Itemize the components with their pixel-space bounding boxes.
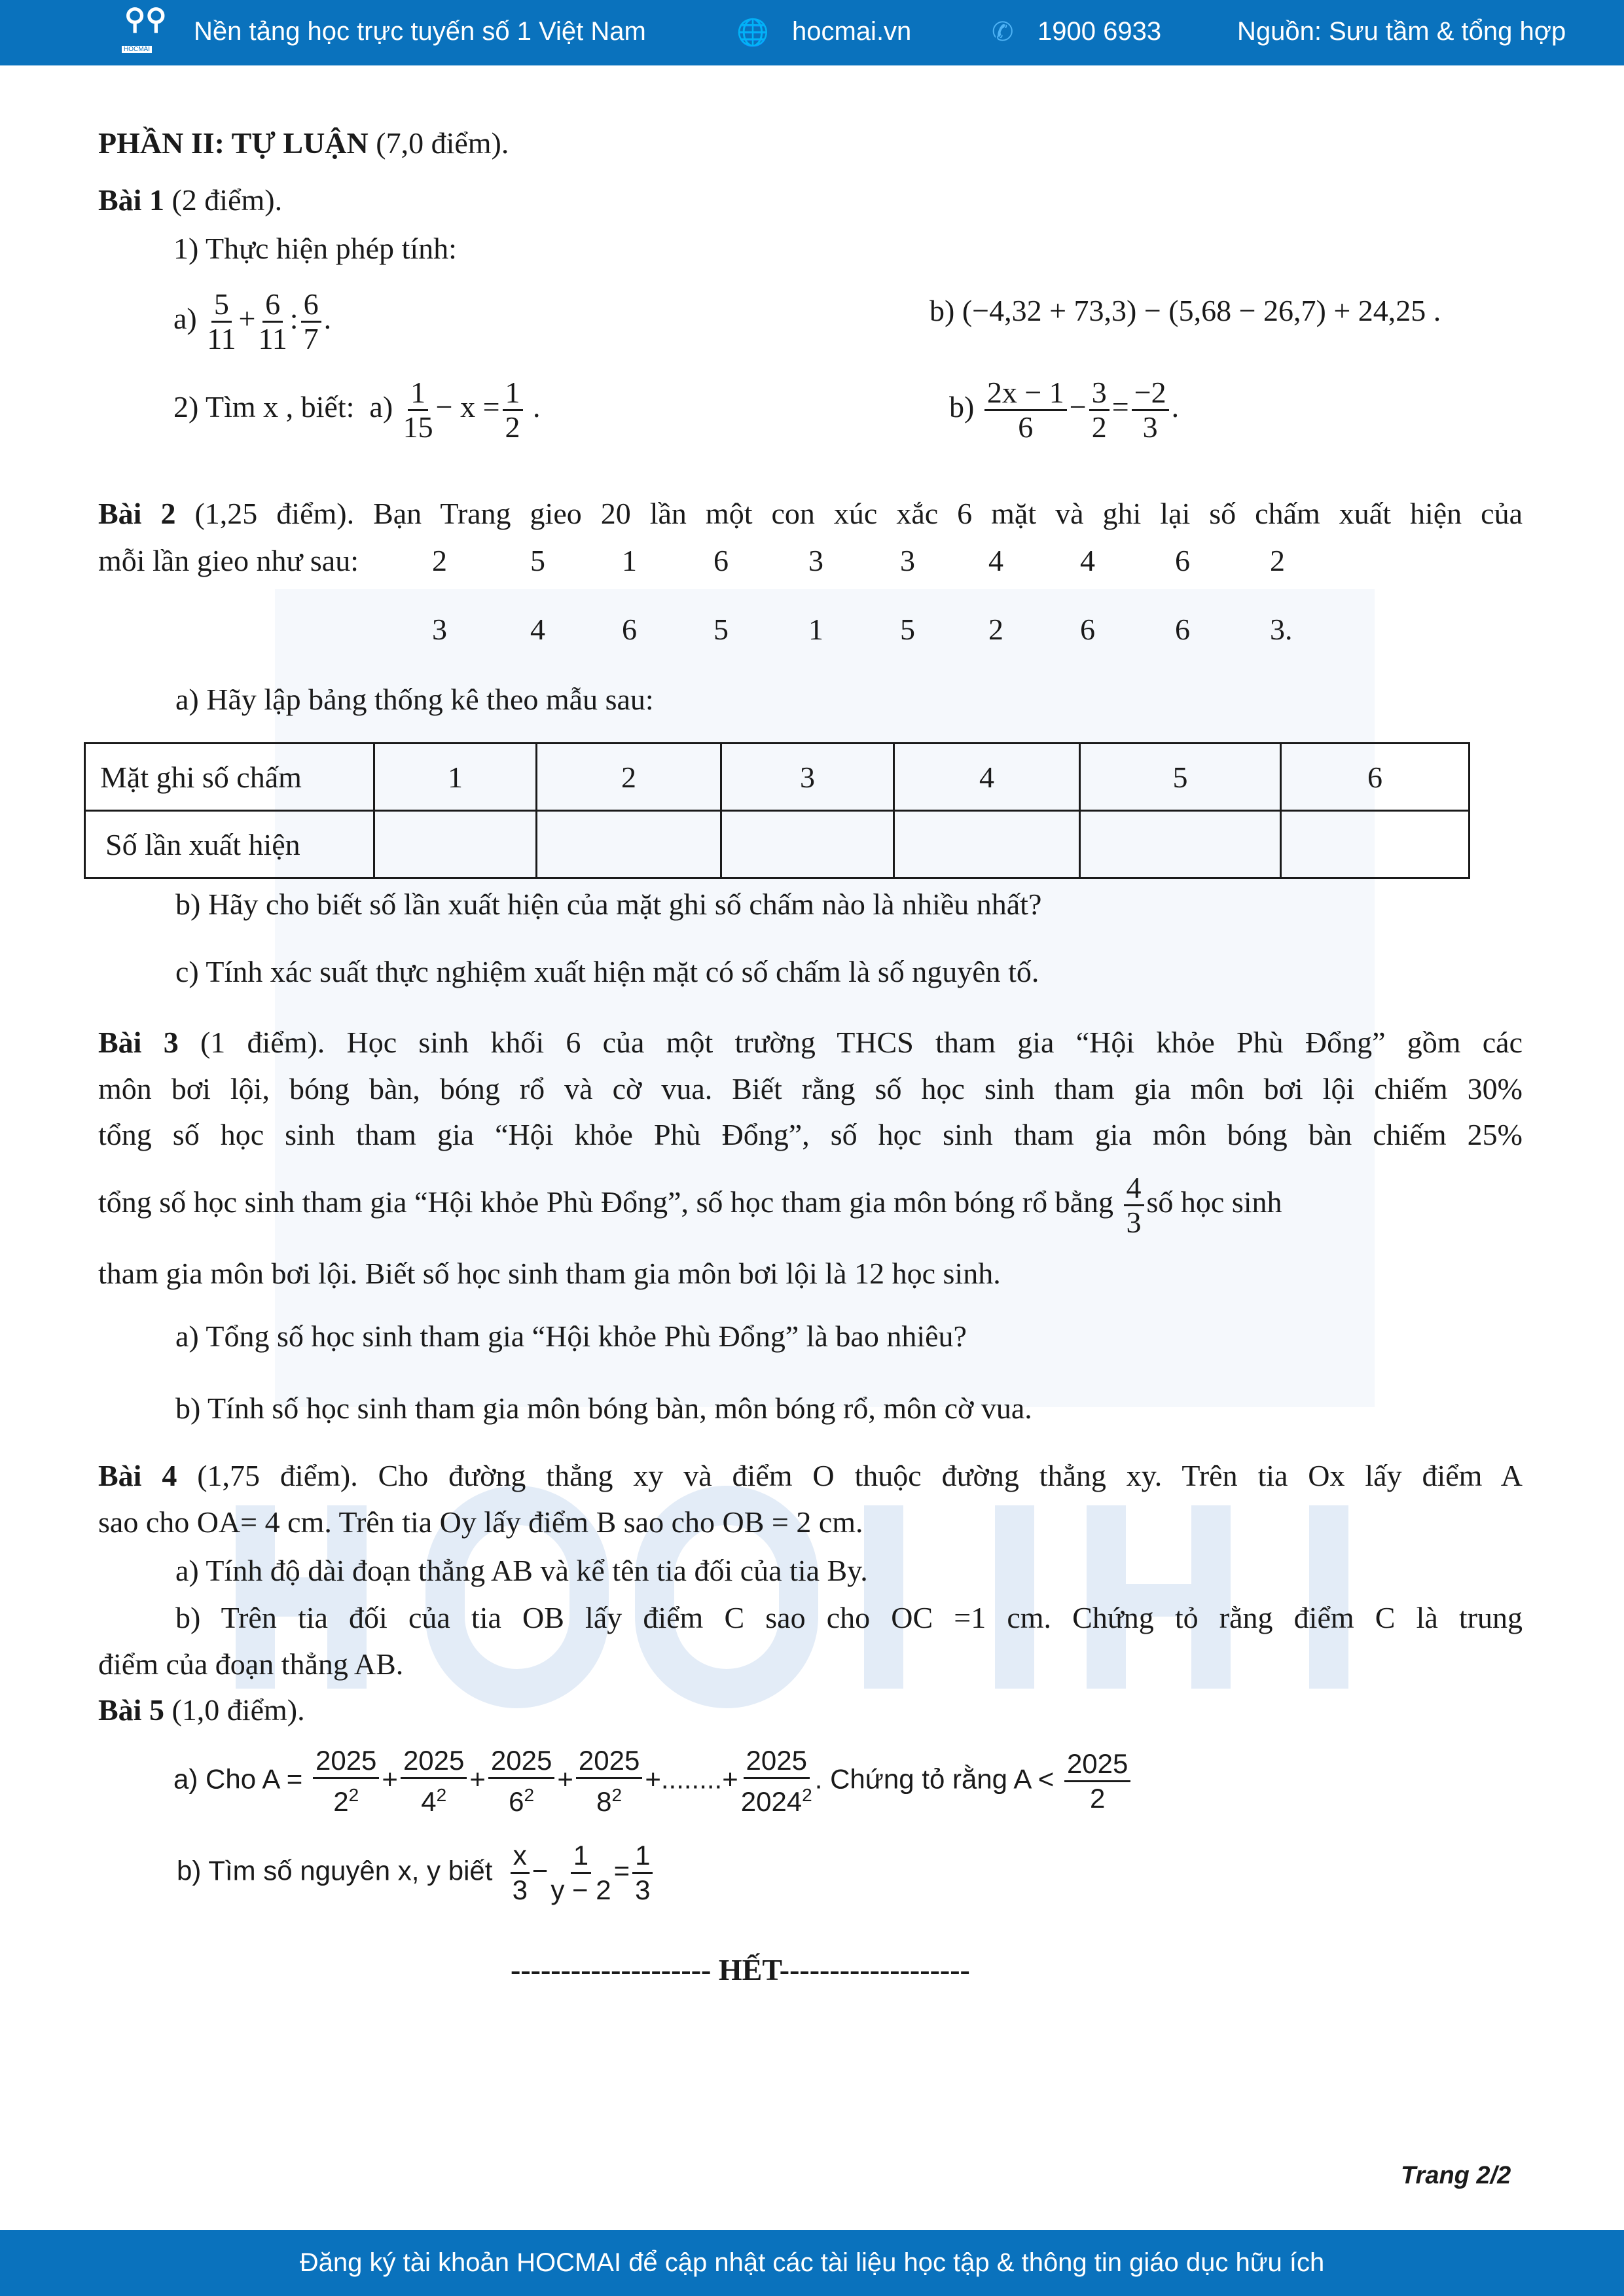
- dice-value: 1: [808, 613, 823, 646]
- count-cell: [1080, 811, 1281, 878]
- bai3-line4: tổng số học sinh tham gia “Hội khỏe Phù Đổng”, số học tham gia môn bóng rổ bằng $\frac{4}{3}$ số học sinh: [98, 1171, 1282, 1239]
- bai1-q1: 1) Thực hiện phép tính:: [173, 232, 457, 265]
- website-link[interactable]: hocmai.vn: [792, 17, 912, 46]
- dice-value: 3: [808, 544, 823, 577]
- bai3-line2: môn bơi lội, bóng bàn, bóng rổ và cờ vua. Biết rằng số học sinh tham gia môn bơi lội chiếm 30%: [98, 1072, 1523, 1105]
- fraction: $\frac{1}{y - 2}$: [550, 1840, 611, 1905]
- fraction: $\frac{2025}{2^2}$: [313, 1744, 379, 1818]
- bai4-qb-cont: điểm của đoạn thẳng AB.: [98, 1647, 404, 1681]
- hocmai-logo-icon: ⚲⚲: [124, 3, 167, 35]
- dice-value: 2: [988, 613, 1003, 646]
- bai3-line1: Bài 3 (1 điểm). Học sinh khối 6 của một trường THCS tham gia “Hội khỏe Phù Đổng” gồm các: [98, 1026, 1523, 1059]
- dice-row-2: [0, 610, 1375, 649]
- fraction: $\frac{x}{3}$: [511, 1839, 530, 1907]
- dice-row-1: [0, 541, 1375, 581]
- bai3-qb: b) Tính số học sinh tham gia môn bóng bàn, môn bóng rổ, môn cờ vua.: [175, 1391, 1032, 1425]
- bai1-q2b: b) $\frac{2x - 1}{6}$ − $\frac{3}{2}$ = $\frac{-2}{3}$ .: [949, 376, 1180, 444]
- table-header-count: Số lần xuất hiện: [85, 811, 374, 878]
- top-banner: [0, 0, 1624, 65]
- logo-text: HOCMAI: [122, 46, 152, 53]
- bai1-q1a: a) $\frac{5}{11}$ + $\frac{6}{11}$ : $\frac{6}{7}$ .: [173, 287, 332, 355]
- phone-number[interactable]: 1900 6933: [1038, 17, 1162, 46]
- face-cell: 1: [374, 744, 537, 811]
- end-marker: -------------------- HẾT-------------------: [511, 1953, 970, 1986]
- dice-value: 6: [622, 613, 637, 646]
- count-cell: [894, 811, 1080, 878]
- source-note: Nguồn: Sưu tầm & tổng hợp: [1237, 17, 1566, 46]
- fraction: $\frac{2025}{8^2}$: [576, 1744, 642, 1818]
- fraction: $\frac{2025}{4^2}$: [401, 1744, 467, 1818]
- dice-value: 4: [530, 613, 545, 646]
- table-header-face: Mặt ghi số chấm: [85, 744, 374, 811]
- fraction: $\frac{1}{3}$: [632, 1839, 653, 1907]
- dice-value: 2: [1270, 544, 1285, 577]
- bai2-line1: Bài 2 (1,25 điểm). Bạn Trang gieo 20 lần một con xúc xắc 6 mặt và ghi lại số chấm xuất hiện của: [98, 497, 1523, 530]
- bai2-qc: c) Tính xác suất thực nghiệm xuất hiện mặt có số chấm là số nguyên tố.: [175, 955, 1039, 988]
- fraction: $\frac{2025}{6^2}$: [488, 1744, 554, 1818]
- count-cell: [721, 811, 894, 878]
- fraction: $\frac{2025}{2}$: [1064, 1748, 1130, 1815]
- part-heading: PHẦN II: TỰ LUẬN (7,0 điểm).: [98, 126, 509, 160]
- face-cell: 5: [1080, 744, 1281, 811]
- tagline: Nền tảng học trực tuyến số 1 Việt Nam: [194, 17, 646, 46]
- face-cell: 2: [537, 744, 721, 811]
- dice-value: 6: [1080, 613, 1095, 646]
- bai4-qa: a) Tính độ dài đoạn thẳng AB và kể tên tia đối của tia By.: [175, 1554, 868, 1587]
- dice-value: 6: [1175, 544, 1190, 577]
- dice-value: 3.: [1270, 613, 1293, 646]
- fraction: $\frac{2025}{2024^2}$: [740, 1745, 812, 1817]
- count-cell: [537, 811, 721, 878]
- face-cell: 3: [721, 744, 894, 811]
- dice-value: 4: [988, 544, 1003, 577]
- bottom-banner: Đăng ký tài khoản HOCMAI để cập nhật các tài liệu học tập & thông tin giáo dục hữu ích: [0, 2230, 1624, 2296]
- globe-icon: 🌐: [736, 18, 769, 47]
- count-cell: [1281, 811, 1470, 878]
- page-number: Trang 2/2: [1401, 2162, 1511, 2189]
- phone-icon: ✆: [992, 18, 1014, 46]
- dice-value: 1: [622, 544, 637, 577]
- face-cell: 6: [1281, 744, 1470, 811]
- bai4-line1: Bài 4 (1,75 điểm). Cho đường thẳng xy và điểm O thuộc đường thẳng xy. Trên tia Ox lấy điểm A: [98, 1459, 1523, 1492]
- dice-value: 5: [900, 613, 915, 646]
- dice-value: 2: [432, 544, 447, 577]
- dice-value: 3: [900, 544, 915, 577]
- bai5-heading: Bài 5 (1,0 điểm).: [98, 1693, 305, 1727]
- dice-value: 5: [530, 544, 545, 577]
- bai4-line2: sao cho OA= 4 cm. Trên tia Oy lấy điểm B sao cho OB = 2 cm.: [98, 1505, 863, 1539]
- bai1-q1b: b) (−4,32 + 73,3) − (5,68 − 26,7) + 24,25 .: [929, 294, 1441, 327]
- bai3-line3: tổng số học sinh tham gia “Hội khỏe Phù Đổng”, số học sinh tham gia môn bóng bàn chiếm 25%: [98, 1118, 1523, 1151]
- dice-value: 4: [1080, 544, 1095, 577]
- bai4-qb: b) Trên tia đối của tia OB lấy điểm C sao cho OC =1 cm. Chứng tỏ rằng điểm C là trung: [175, 1601, 1523, 1634]
- statistics-table: [84, 742, 1470, 879]
- dice-value: 3: [432, 613, 447, 646]
- bai2-qb: b) Hãy cho biết số lần xuất hiện của mặt ghi số chấm nào là nhiều nhất?: [175, 888, 1042, 921]
- dice-value: 6: [1175, 613, 1190, 646]
- bai3-qa: a) Tổng số học sinh tham gia “Hội khỏe Phù Đổng” là bao nhiêu?: [175, 1319, 967, 1353]
- bai2-line2: mỗi lần gieo như sau:: [98, 544, 359, 577]
- dice-value: 6: [713, 544, 729, 577]
- bai5-qa: a) Cho A = $\frac{2025}{2^2}$ + $\frac{2025}{4^2}$ + $\frac{2025}{6^2}$ + $\frac{2025}{8^2}$ +........+ $\frac{2025}{2024^2}$ . Chứng tỏ rằng A < $\frac{2025}{2}$: [173, 1744, 1133, 1818]
- face-cell: 4: [894, 744, 1080, 811]
- bai1-q2: 2) Tìm x , biết: a) $\frac{1}{15}$ − x = $\frac{1}{2}$ .: [173, 376, 541, 444]
- dice-value: 5: [713, 613, 729, 646]
- bai3-line5: tham gia môn bơi lội. Biết số học sinh tham gia môn bơi lội là 12 học sinh.: [98, 1257, 1001, 1290]
- bai5-qb: b) Tìm số nguyên x, y biết $\frac{x}{3}$ − $\frac{1}{y - 2}$ = $\frac{1}{3}$: [177, 1839, 655, 1907]
- bai2-qa: a) Hãy lập bảng thống kê theo mẫu sau:: [175, 683, 654, 716]
- count-cell: [374, 811, 537, 878]
- bai1-heading: Bài 1 (2 điểm).: [98, 183, 283, 217]
